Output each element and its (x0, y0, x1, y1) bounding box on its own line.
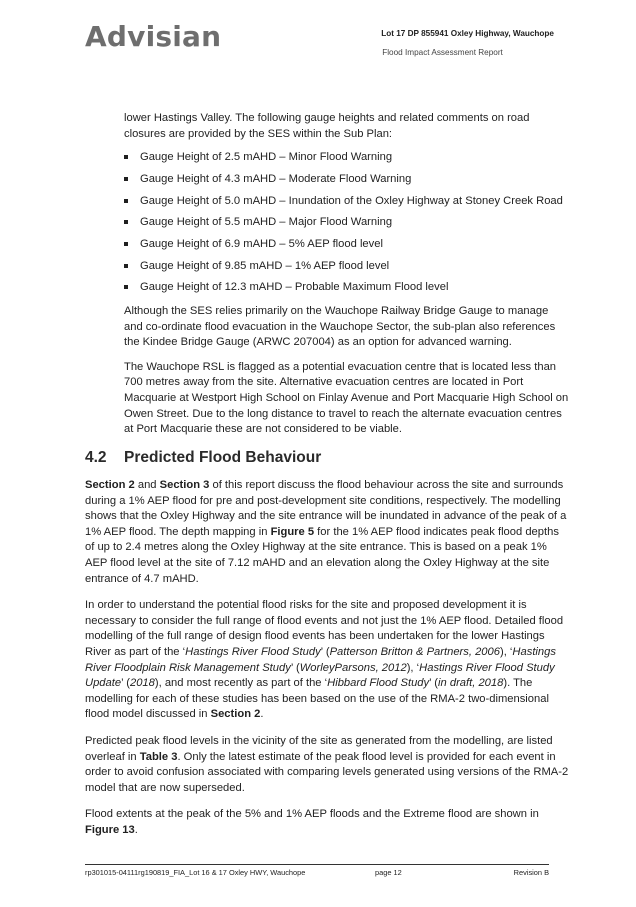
document-reference: rp301015-04111rg190819_FIA_Lot 16 & 17 Oxley HWY, Wauchope (85, 868, 306, 877)
bullet-square-icon (124, 199, 128, 203)
list-item: Gauge Height of 12.3 mAHD – Probable Maximum Flood level (124, 280, 570, 302)
figure-13-ref: Figure 13 (85, 823, 135, 836)
list-item: Gauge Height of 5.0 mAHD – Inundation of the Oxley Highway at Stoney Creek Road (124, 194, 570, 216)
ses-gauge-paragraph: Although the SES relies primarily on the Wauchope Railway Bridge Gauge to manage and co-ordinate flood evacuation in the Wauchope Sector, the sub-plan also references the Kindee Bridge Gauge (ARWC 207004) as an option for advanced warning. (124, 305, 556, 349)
section-title: Predicted Flood Behaviour (124, 449, 322, 466)
flood-extents-paragraph: Flood extents at the peak of the 5% and 1% AEP floods and the Extreme flood are shown in Figure 13. (85, 808, 539, 836)
section-heading (85, 449, 321, 467)
section-2-ref: Section 2 (85, 479, 135, 491)
list-item: Gauge Height of 2.5 mAHD – Minor Flood Warning (124, 150, 570, 172)
section-2-ref: Section 2 (210, 708, 261, 721)
page-number: page 12 (375, 868, 402, 877)
bullet-square-icon (124, 220, 128, 224)
figure-5-ref: Figure 5 (270, 525, 315, 538)
table-3-ref: Table 3 (139, 750, 178, 763)
section-number: 4.2 (85, 449, 107, 466)
page-header (381, 29, 554, 57)
bullet-square-icon (124, 177, 128, 181)
gauge-height-list (124, 150, 570, 302)
flood-studies-paragraph: In order to understand the potential flood risks for the site and proposed development it is necessary to consider the full range of flood events and not just the 1% AEP flood. Detailed flood modelling of the full range of design flood events has been undertaken for the lower Hastings River as part of the ‘Hastings River Flood Study’ (Patterson Britton & Partners, 2006), ‘Hastings River Floodplain Risk Management Study’ (WorleyParsons, 2012), ‘Hastings River Flood Study Update’ (2018), and most recently as part of the ‘Hibbard Flood Study’ (in draft, 2018). The modelling for each of these studies has been based on the use of the RMA-2 two-dimensional flood model discussed in Section 2. (85, 599, 564, 721)
footer-divider (85, 864, 549, 865)
bullet-square-icon (124, 242, 128, 246)
list-item: Gauge Height of 4.3 mAHD – Moderate Flood Warning (124, 172, 570, 194)
peak-levels-paragraph: Predicted peak flood levels in the vicinity of the site as generated from the modelling, are listed overleaf in Table 3. Only the latest estimate of the peak flood level is provided for each event in order to avoid confusion associated with comparing levels generated using versions of the RMA-2 model that are now superseded. (85, 734, 569, 794)
list-item: Gauge Height of 6.9 mAHD – 5% AEP flood level (124, 237, 570, 259)
bullet-square-icon (124, 264, 128, 268)
company-logo: Advisian (85, 20, 222, 53)
revision-label: Revision B (513, 868, 549, 877)
intro-paragraph: lower Hastings Valley. The following gauge heights and related comments on road closures are provided by the SES within the Sub Plan: (124, 112, 530, 140)
bullet-square-icon (124, 285, 128, 289)
list-item: Gauge Height of 9.85 mAHD – 1% AEP flood level (124, 259, 570, 281)
bullet-square-icon (124, 155, 128, 159)
content-block-evacuation (124, 111, 570, 438)
list-item: Gauge Height of 5.5 mAHD – Major Flood Warning (124, 215, 570, 237)
report-type-subtitle: Flood Impact Assessment Report (382, 48, 503, 57)
report-location-title: Lot 17 DP 855941 Oxley Highway, Wauchope (381, 29, 554, 38)
evacuation-centre-paragraph: The Wauchope RSL is flagged as a potential evacuation centre that is located less than 700 metres away from the site. Alternative evacuation centres are located in Port Macquarie at Westport High School on Finlay Avenue and Port Macquarie High School on Owen Street. Due to the long distance to travel to reach the alternate evacuation centres at Port Macquarie these are not considered to be viable. (124, 360, 569, 436)
flood-depth-paragraph: Section 2 and Section 3 of this report discuss the flood behaviour across the site and surrounds during a 1% AEP flood for pre and post-development site conditions, respectively. The modelling shows that the Oxley Highway and the site entrance will be inundated in advance of the peak of a 1% AEP flood. The depth mapping in Figure 5 for the 1% AEP flood indicates peak flood depths of up to 2.4 metres along the Oxley Highway at the site entrance. This is based on a peak 1% AEP flood level at the site of 7.12 mAHD and an elevation along the Oxley Highway at the site entrance of 4.7 mAHD. (85, 479, 567, 585)
content-block-flood-behaviour (85, 478, 569, 838)
section-3-ref: Section 3 (159, 479, 210, 491)
